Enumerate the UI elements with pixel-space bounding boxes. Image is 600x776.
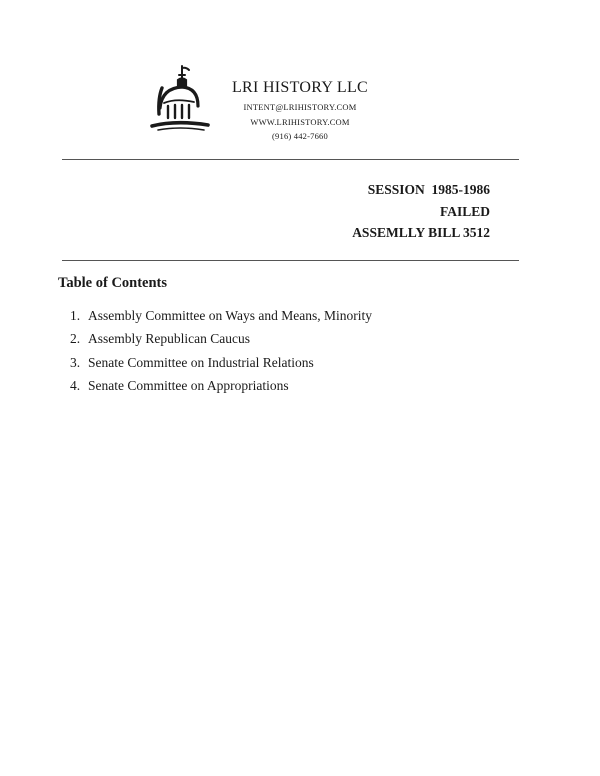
- company-info: [218, 78, 382, 144]
- toc-item: [70, 376, 372, 399]
- toc-item-number: 3.: [70, 354, 81, 370]
- toc-item-number: 2.: [70, 331, 81, 347]
- toc-item-label: Senate Committee on Appropriations: [88, 377, 289, 393]
- toc-item-label: Assembly Committee on Ways and Means, Minority: [88, 308, 373, 323]
- toc-item-number: 4.: [70, 377, 81, 393]
- status-label: FAILED: [439, 203, 490, 219]
- toc-item-number: 1.: [70, 308, 81, 323]
- toc-item-label: Assembly Republican Caucus: [88, 331, 250, 347]
- toc-item: [70, 329, 372, 352]
- bill-divider: [62, 260, 519, 261]
- company-phone: (916) 442-7660: [272, 131, 328, 141]
- company-website: WWW.LRIHISTORY.COM: [250, 116, 350, 127]
- company-name: LRI HISTORY LLC: [231, 79, 369, 96]
- bill-number: ASSEMLLY BILL 3512: [352, 225, 490, 240]
- toc-list: [70, 306, 372, 399]
- company-email: INTENT@LRIHISTORY.COM: [243, 102, 357, 112]
- header-divider: [62, 159, 519, 160]
- toc-item: [70, 306, 372, 329]
- session-label: SESSION 1985-1986: [367, 182, 490, 197]
- bill-info: [352, 179, 490, 244]
- capitol-dome-icon: [146, 62, 214, 138]
- toc-title: Table of Contents: [58, 275, 168, 291]
- toc-item-label: Senate Committee on Industrial Relations: [88, 354, 314, 370]
- toc-item: [70, 353, 372, 376]
